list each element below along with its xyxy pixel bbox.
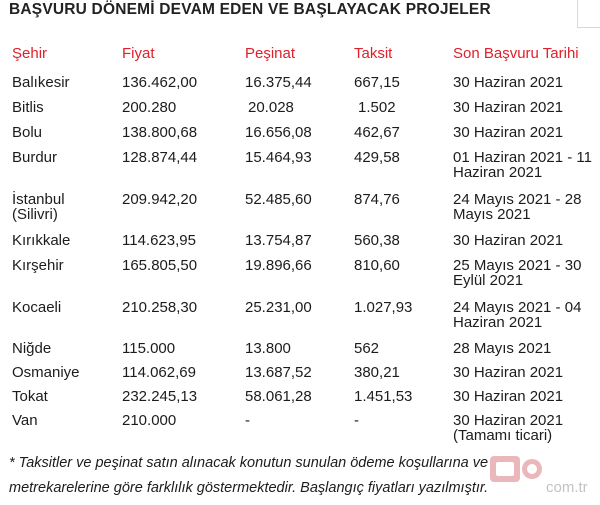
cell-fiyat: 232.245,13	[122, 388, 198, 405]
cell-pesinat: 13.687,52	[245, 364, 312, 381]
column-header-taksit: Taksit	[354, 45, 393, 62]
cell-sehir: Niğde	[12, 340, 52, 357]
cell-sehir: Balıkesir	[12, 74, 70, 91]
cell-tarih: 30 Haziran 2021	[453, 74, 564, 91]
watermark-shape	[522, 459, 542, 479]
cell-taksit: 429,58	[354, 149, 400, 166]
cell-tarih-line2: Haziran 2021	[453, 164, 543, 181]
cell-tarih: 30 Haziran 2021	[453, 412, 564, 429]
cell-pesinat: 58.061,28	[245, 388, 312, 405]
cell-taksit: -	[354, 412, 359, 429]
cell-tarih: 30 Haziran 2021	[453, 124, 564, 141]
cell-fiyat: 114.623,95	[122, 232, 196, 249]
cell-tarih: 30 Haziran 2021	[453, 364, 564, 381]
cell-tarih: 28 Mayıs 2021	[453, 340, 552, 357]
cell-fiyat: 115.000	[122, 340, 176, 357]
cell-taksit: 667,15	[354, 74, 400, 91]
cell-fiyat: 114.062,69	[122, 364, 196, 381]
cell-sehir: Kırşehir	[12, 257, 64, 274]
corner-divider	[577, 27, 600, 28]
cell-tarih: 24 Mayıs 2021 - 28	[453, 191, 582, 208]
cell-taksit: 380,21	[354, 364, 400, 381]
footnote-line-1: * Taksitler ve peşinat satın alınacak konutun sunulan ödeme koşullarına ve	[9, 455, 489, 471]
cell-sehir: Van	[12, 412, 38, 429]
cell-taksit: 1.502	[358, 99, 396, 116]
cell-fiyat: 210.000	[122, 412, 177, 429]
cell-fiyat: 138.800,68	[122, 124, 198, 141]
cell-pesinat: 16.375,44	[245, 74, 312, 91]
cell-tarih: 25 Mayıs 2021 - 30	[453, 257, 582, 274]
watermark-text: com.tr	[546, 479, 588, 496]
cell-fiyat: 165.805,50	[122, 257, 198, 274]
column-header-pesinat: Peşinat	[245, 45, 296, 62]
cell-taksit: 462,67	[354, 124, 400, 141]
cell-sehir: Osmaniye	[12, 364, 80, 381]
page-title: BAŞVURU DÖNEMİ DEVAM EDEN VE BAŞLAYACAK PROJELER	[9, 1, 491, 18]
cell-fiyat: 136.462,00	[122, 74, 198, 91]
cell-sehir: İstanbul	[12, 191, 65, 208]
cell-sehir: Bitlis	[12, 99, 44, 116]
cell-sehir: Bolu	[12, 124, 43, 141]
cell-taksit: 874,76	[354, 191, 400, 208]
cell-taksit: 1.027,93	[354, 299, 413, 316]
cell-pesinat: 25.231,00	[245, 299, 312, 316]
cell-tarih: 30 Haziran 2021	[453, 99, 564, 116]
cell-taksit: 810,60	[354, 257, 400, 274]
cell-taksit: 560,38	[354, 232, 400, 249]
cell-sehir-line2: (Silivri)	[12, 206, 58, 223]
cell-fiyat: 200.280	[122, 99, 177, 116]
cell-taksit: 562	[354, 340, 380, 357]
column-header-fiyat: Fiyat	[122, 45, 155, 62]
cell-pesinat: 13.754,87	[245, 232, 312, 249]
cell-tarih: 30 Haziran 2021	[453, 388, 564, 405]
cell-pesinat: 13.800	[245, 340, 291, 357]
cell-tarih-line2: (Tamamı ticari)	[453, 427, 553, 444]
cell-pesinat: 16.656,08	[245, 124, 312, 141]
cell-fiyat: 128.874,44	[122, 149, 198, 166]
column-header-son-basvuru-tarihi: Son Başvuru Tarihi	[453, 45, 579, 62]
cell-pesinat: 52.485,60	[245, 191, 312, 208]
cell-pesinat: -	[245, 412, 250, 429]
cell-pesinat: 20.028	[248, 99, 294, 116]
cell-pesinat: 15.464,93	[245, 149, 312, 166]
cell-tarih-line2: Haziran 2021	[453, 314, 543, 331]
watermark-shape	[496, 462, 514, 476]
cell-sehir: Burdur	[12, 149, 58, 166]
cell-fiyat: 210.258,30	[122, 299, 198, 316]
cell-sehir: Kırıkkale	[12, 232, 71, 249]
watermark-shape	[490, 456, 520, 482]
cell-fiyat: 209.942,20	[122, 191, 198, 208]
cell-sehir: Tokat	[12, 388, 48, 405]
cell-pesinat: 19.896,66	[245, 257, 312, 274]
cell-taksit: 1.451,53	[354, 388, 413, 405]
cell-tarih: 24 Mayıs 2021 - 04	[453, 299, 582, 316]
cell-tarih-line2: Mayıs 2021	[453, 206, 531, 223]
cell-sehir: Kocaeli	[12, 299, 62, 316]
cell-tarih-line2: Eylül 2021	[453, 272, 524, 289]
watermark-shape	[527, 464, 537, 474]
corner-divider	[577, 0, 578, 28]
cell-tarih: 01 Haziran 2021 - 11	[453, 149, 592, 166]
column-header-sehir: Şehir	[12, 45, 48, 62]
footnote-line-2: metrekarelerine göre farklılık göstermektedir. Başlangıç fiyatları yazılmıştır.	[9, 480, 489, 496]
cell-tarih: 30 Haziran 2021	[453, 232, 564, 249]
